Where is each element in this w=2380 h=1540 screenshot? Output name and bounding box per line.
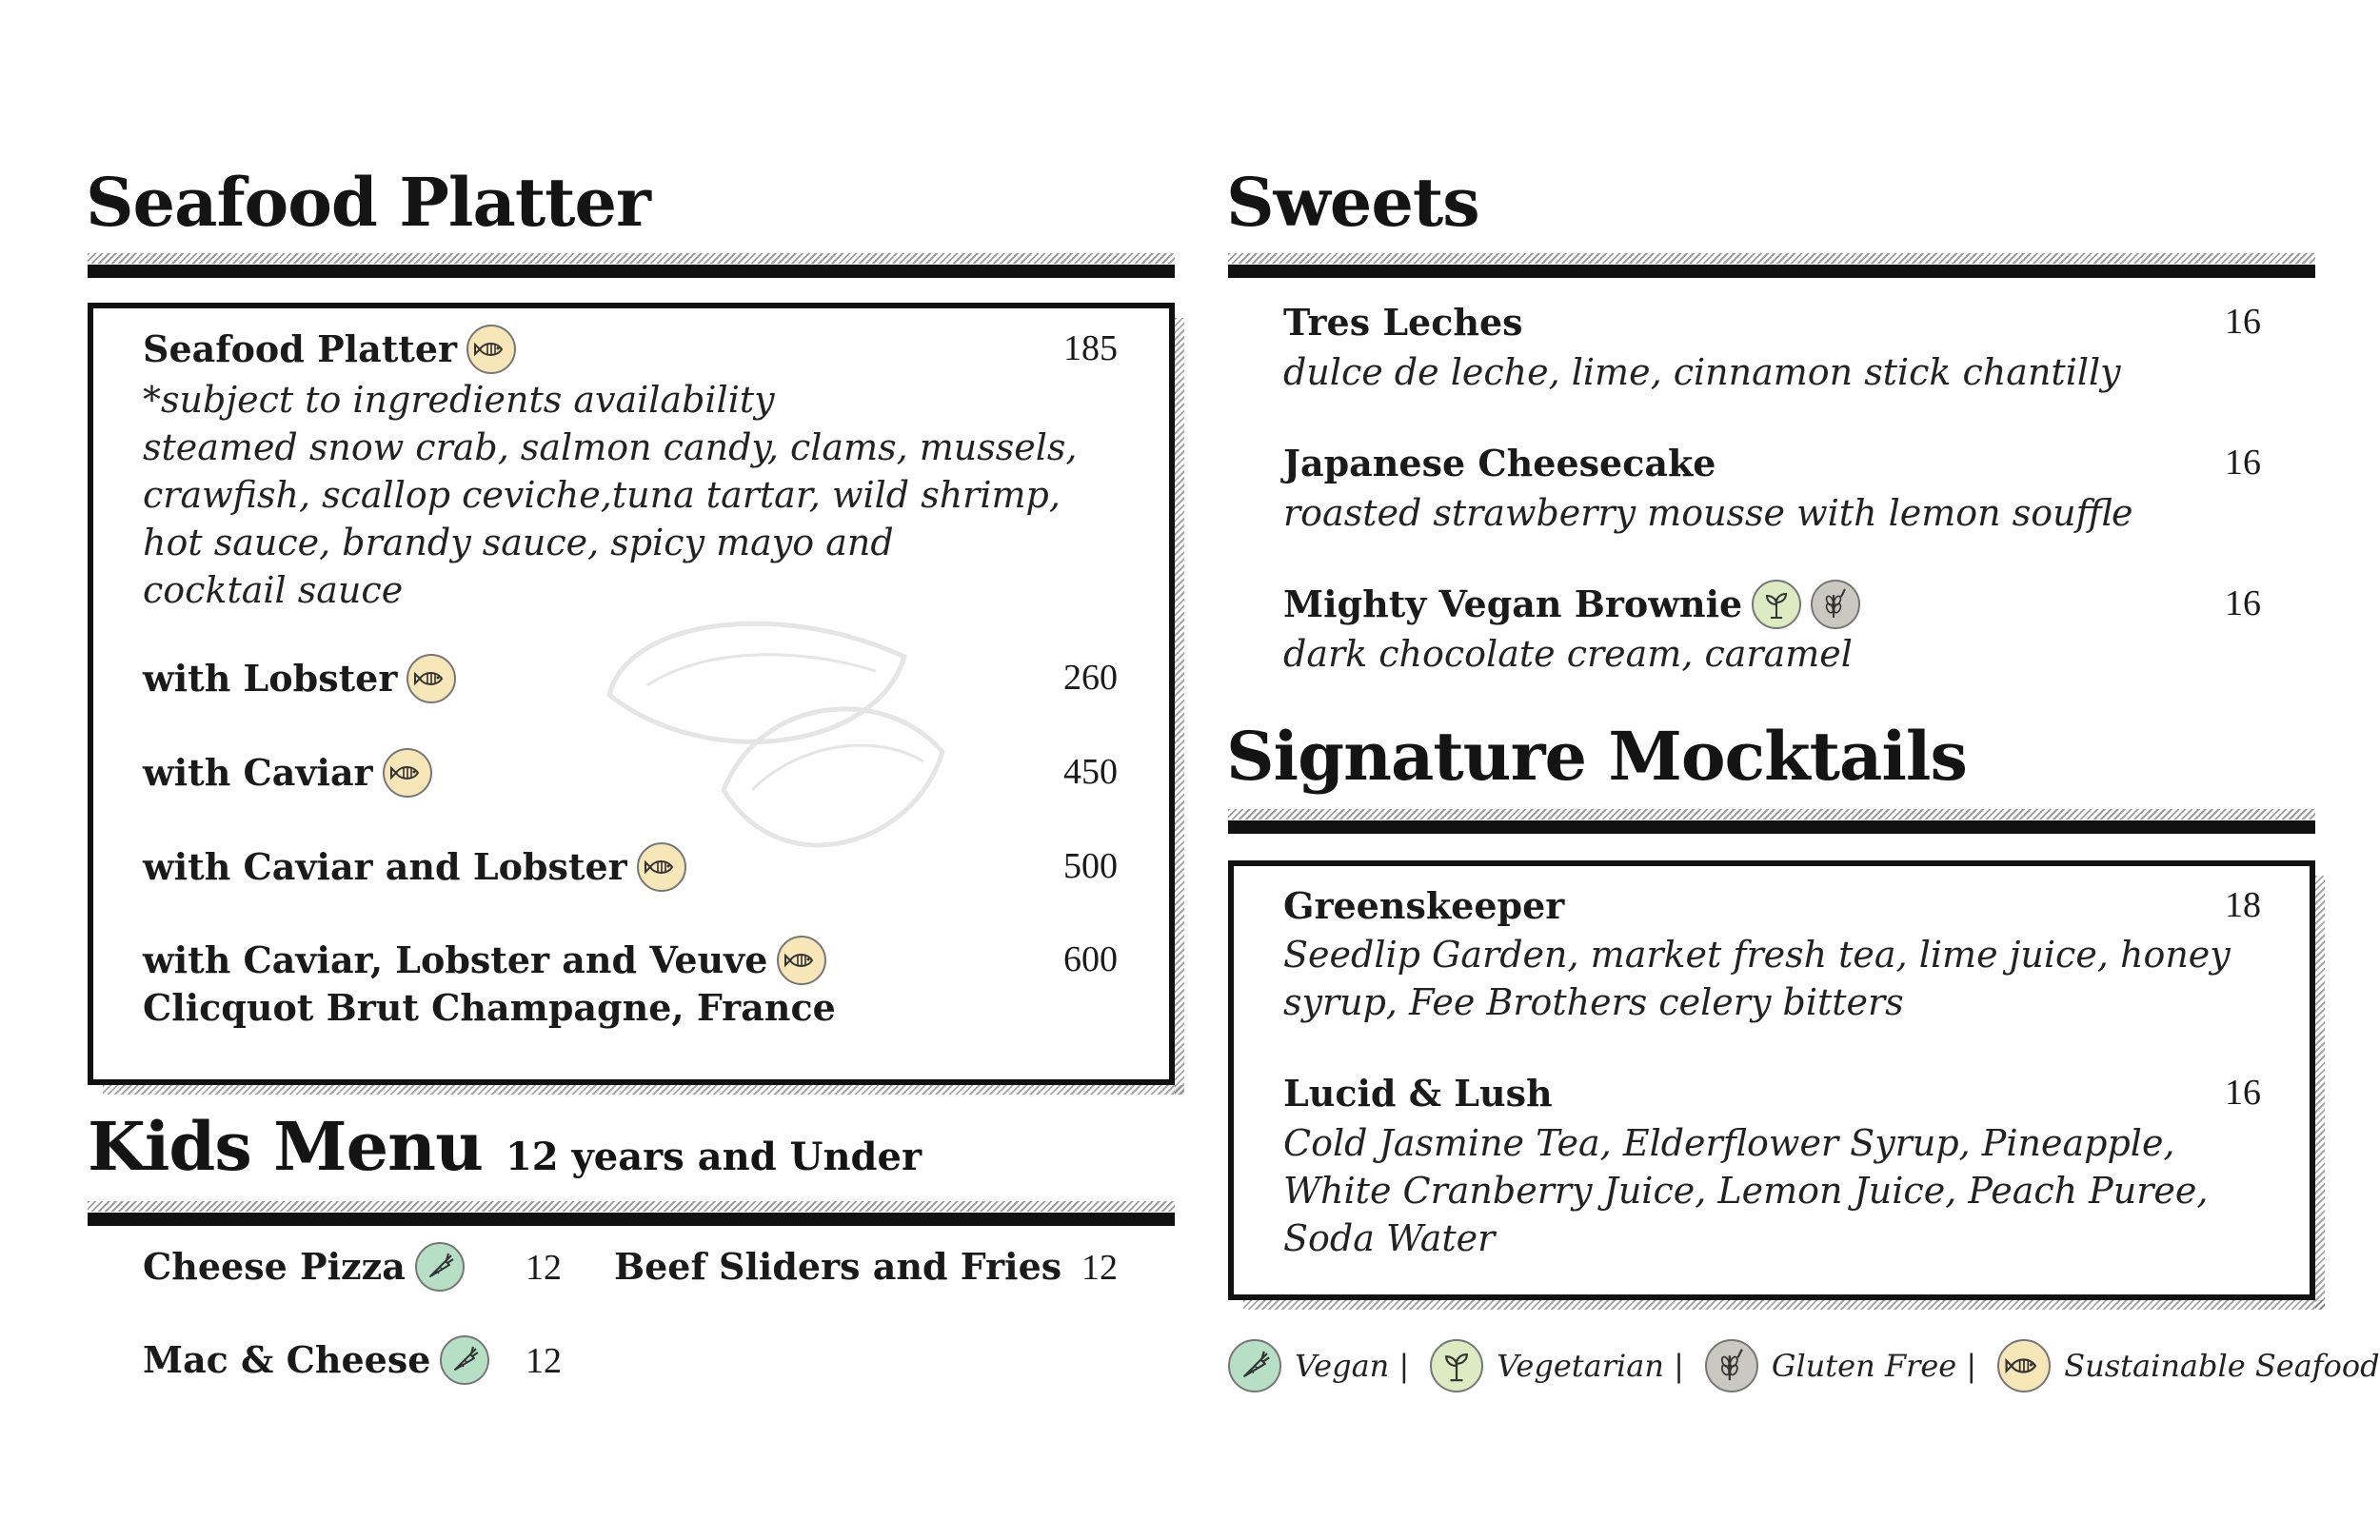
item-description: roasted strawberry mousse with lemon souffle	[1283, 492, 2133, 534]
item-name: Mighty Vegan Brownie	[1283, 582, 1743, 625]
menu-item-greenskeeper	[1283, 884, 1564, 928]
section-divider	[1228, 253, 2315, 278]
item-price: 18	[2225, 885, 2261, 925]
legend-vegetarian	[1430, 1339, 1684, 1392]
item-description: *subject to ingredients availability steamed snow crab, salmon candy, clams, mussels, crawfish, scallop ceviche,tuna tartar, wild shrimp, hot sauce, brandy sauce, spicy mayo and cocktail sauce	[143, 379, 1078, 611]
sweets-section-title: Sweets	[1226, 163, 1479, 242]
item-price: 16	[2225, 443, 2261, 483]
item-price: 500	[1063, 846, 1118, 886]
item-name: with Caviar and Lobster	[143, 845, 627, 888]
vegan-icon	[1228, 1339, 1281, 1392]
menu-item-with-caviar-and-lobster	[143, 845, 686, 896]
item-price: 12	[526, 1248, 562, 1288]
item-price: 16	[2225, 1073, 2261, 1113]
kids-section-title	[88, 1107, 922, 1186]
sustainable-seafood-icon	[637, 842, 686, 892]
legend-sustainable-seafood	[1997, 1339, 2379, 1392]
sustainable-seafood-icon	[407, 654, 456, 703]
gluten-free-icon	[1705, 1339, 1758, 1392]
item-price: 260	[1063, 658, 1118, 698]
menu-item-japanese-cheesecake	[1283, 442, 1716, 485]
legend-vegan	[1228, 1339, 1409, 1392]
legend-label: Vegan |	[1295, 1348, 1410, 1384]
item-name: Mac & Cheese	[143, 1338, 431, 1381]
seafood-section-title: Seafood Platter	[86, 163, 650, 242]
item-price: 185	[1063, 328, 1118, 368]
legend-label: Vegetarian |	[1497, 1348, 1684, 1384]
item-price: 16	[2225, 583, 2261, 623]
item-name: with Lobster	[143, 657, 398, 700]
item-price: 450	[1063, 752, 1118, 792]
dietary-legend	[1228, 1337, 2380, 1394]
menu-item-seafood-platter	[143, 327, 516, 378]
item-description: dark chocolate cream, caramel	[1283, 633, 1853, 675]
item-description: Cold Jasmine Tea, Elderflower Syrup, Pineapple, White Cranberry Juice, Lemon Juice, Peach Puree, Soda Water	[1283, 1122, 2209, 1259]
menu-item-cheese-pizza	[143, 1245, 465, 1295]
menu-item-mighty-vegan-brownie	[1283, 582, 1860, 633]
menu-item-beef-sliders	[614, 1245, 1061, 1289]
item-name: Cheese Pizza	[143, 1245, 406, 1288]
section-divider	[1228, 809, 2315, 834]
item-name: Tres Leches	[1283, 301, 1523, 344]
sustainable-seafood-icon	[466, 325, 516, 374]
section-divider	[88, 1201, 1175, 1226]
item-name: Seafood Platter	[143, 327, 458, 370]
vegetarian-icon	[1752, 580, 1801, 629]
item-name: Lucid & Lush	[1283, 1072, 1553, 1115]
menu-item-with-caviar	[143, 751, 432, 801]
item-price: 12	[526, 1341, 562, 1381]
item-price: 16	[2225, 302, 2261, 342]
legend-gluten-free	[1705, 1339, 1976, 1392]
item-name: with Caviar	[143, 751, 373, 794]
kids-subtitle: 12 years and Under	[505, 1135, 922, 1179]
legend-label: Sustainable Seafood	[2064, 1348, 2380, 1384]
kids-title: Kids Menu	[88, 1107, 483, 1186]
item-name: Greenskeeper	[1283, 884, 1565, 927]
menu-item-with-lobster	[143, 657, 456, 707]
menu-item-mac-and-cheese	[143, 1338, 489, 1389]
menu-item-lucid-and-lush	[1283, 1072, 1553, 1116]
mocktails-section-title: Signature Mocktails	[1226, 717, 1967, 796]
gluten-free-icon	[1811, 580, 1860, 629]
item-name: Beef Sliders and Fries	[614, 1245, 1062, 1288]
sustainable-seafood-icon	[1997, 1339, 2051, 1392]
item-price: 600	[1063, 939, 1118, 979]
sustainable-seafood-icon	[383, 748, 432, 798]
menu-item-tres-leches	[1283, 301, 1523, 345]
item-name: with Caviar, Lobster and Veuve	[143, 938, 768, 981]
item-name-continued: Clicquot Brut Champagne, France	[143, 986, 836, 1029]
sustainable-seafood-icon	[777, 936, 826, 985]
item-name: Japanese Cheesecake	[1283, 442, 1716, 484]
menu-item-with-caviar-lobster-veuve	[143, 938, 826, 989]
legend-label: Gluten Free |	[1771, 1348, 1977, 1384]
section-divider	[88, 253, 1175, 278]
item-description: Seedlip Garden, market fresh tea, lime juice, honey syrup, Fee Brothers celery bitters	[1283, 934, 2231, 1023]
vegetarian-icon	[1430, 1339, 1483, 1392]
item-description: dulce de leche, lime, cinnamon stick chantilly	[1283, 351, 2121, 393]
item-price: 12	[1081, 1248, 1118, 1288]
mussel-illustration	[590, 581, 962, 885]
